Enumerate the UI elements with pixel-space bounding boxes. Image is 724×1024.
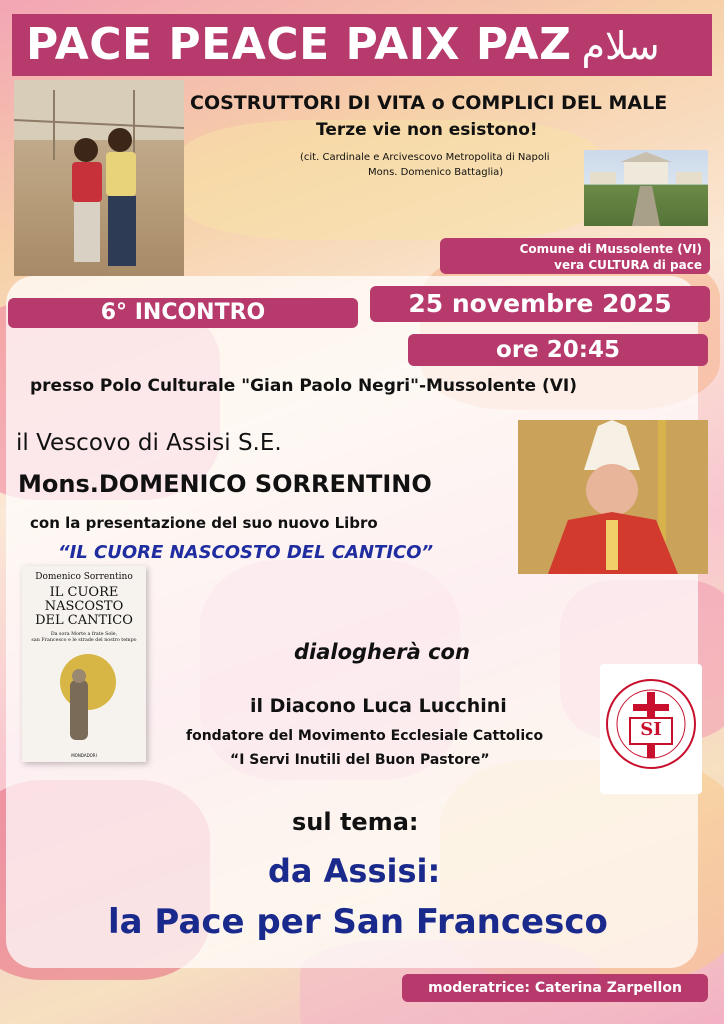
book-subtitle-1: Da sora Morte a frate Sole, (50, 632, 118, 637)
book-title-1: IL CUORE (49, 585, 119, 600)
speaker-name: Mons.DOMENICO SORRENTINO (18, 470, 432, 498)
book-title-3: DEL CANTICO (35, 613, 133, 628)
banner-arabic: سلام (581, 24, 660, 68)
dialogue-name: il Diacono Luca Lucchini (250, 695, 507, 717)
book-illustration (44, 650, 124, 746)
book-intro: con la presentazione del suo nuovo Libro (30, 514, 378, 532)
time-badge: ore 20:45 (408, 334, 708, 366)
comune-tagline: vera CULTURA di pace (554, 258, 702, 272)
villa-photo (584, 150, 708, 226)
headline-sub: Terze vie non esistono! (316, 120, 538, 140)
dialogue-role: fondatore del Movimento Ecclesiale Cattolico (186, 728, 544, 744)
book-subtitle (22, 632, 146, 644)
book-title: “IL CUORE NASCOSTO DEL CANTICO” (58, 542, 434, 563)
comune-badge (440, 238, 710, 274)
citation-line-2: Mons. Domenico Battaglia) (368, 167, 504, 178)
headline-main: COSTRUTTORI DI VITA o COMPLICI DEL MALE (190, 92, 668, 114)
date-badge: 25 novembre 2025 (370, 286, 710, 322)
children-photo (14, 80, 184, 276)
bishop-photo (518, 420, 708, 574)
speaker-title: il Vescovo di Assisi S.E. (16, 430, 282, 456)
venue-text: presso Polo Culturale "Gian Paolo Negri"-Mussolente (VI) (30, 376, 577, 396)
servi-inutili-logo (600, 664, 702, 794)
citation-line-1: (cit. Cardinale e Arcivescovo Metropolita di Napoli (300, 152, 550, 163)
comune-name: Comune di Mussolente (VI) (519, 242, 702, 256)
moderator-badge: moderatrice: Caterina Zarpellon (402, 974, 708, 1002)
book-publisher: MONDADORI (71, 753, 97, 758)
banner-title: PACE PEACE PAIX PAZ (26, 19, 572, 70)
title-banner (12, 14, 712, 76)
dialogue-intro: dialogherà con (294, 640, 470, 664)
theme-label: sul tema: (292, 808, 419, 836)
dialogue-group: “I Servi Inutili del Buon Pastore” (230, 752, 490, 768)
book-subtitle-2: san Francesco e le strade del nostro tempo (31, 638, 137, 643)
incontro-badge: 6° INCONTRO (8, 298, 358, 328)
book-author: Domenico Sorrentino (35, 572, 133, 582)
theme-line-2: la Pace per San Francesco (108, 902, 608, 942)
theme-line-1: da Assisi: (268, 852, 441, 890)
book-title-2: NASCOSTO (44, 599, 124, 614)
book-cover-title (22, 586, 146, 628)
book-cover (22, 566, 146, 762)
logo-letters: SI (640, 719, 662, 740)
